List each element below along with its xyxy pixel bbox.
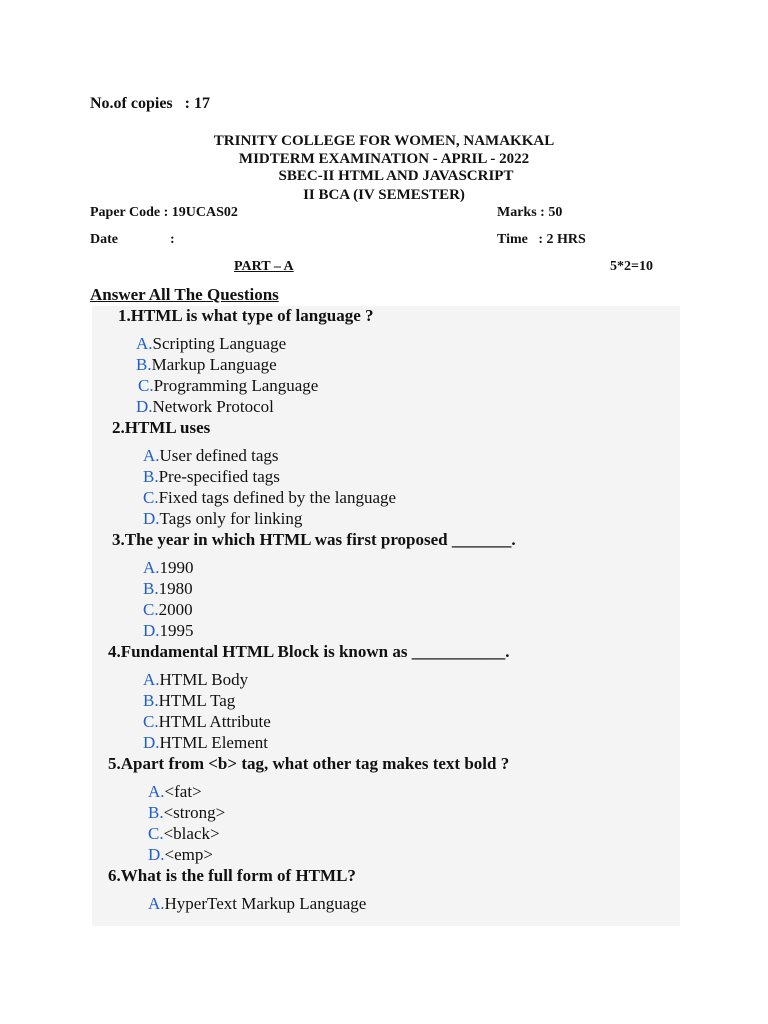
option-text: <emp> <box>164 845 213 864</box>
option-letter: D. <box>148 845 165 864</box>
q3-option-d <box>143 621 194 641</box>
q5-option-a <box>148 782 202 802</box>
option-text: Network Protocol <box>152 397 274 416</box>
q2-option-d <box>143 509 302 529</box>
q3-option-b <box>143 579 193 599</box>
option-text: User defined tags <box>159 446 279 465</box>
option-letter: B. <box>136 355 152 374</box>
option-text: HTML Tag <box>158 691 236 710</box>
q4-option-b <box>143 691 235 711</box>
copies-line <box>90 95 210 113</box>
question-2: 2.HTML uses <box>112 418 211 437</box>
question-3: 3.The year in which HTML was first proposed _______. <box>112 530 516 549</box>
question-4: 4.Fundamental HTML Block is known as ___________. <box>108 642 510 661</box>
q6-option-a <box>148 894 366 914</box>
option-letter: C. <box>143 488 159 507</box>
q2-option-a <box>143 446 279 466</box>
college-name: TRINITY COLLEGE FOR WOMEN, NAMAKKAL <box>213 133 555 149</box>
q2-option-c <box>143 488 396 508</box>
exam-title: MIDTERM EXAMINATION - APRIL - 2022 <box>238 151 530 167</box>
option-letter: A. <box>143 446 160 465</box>
option-letter: D. <box>143 509 160 528</box>
q2-option-b <box>143 467 280 487</box>
option-letter: C. <box>143 712 159 731</box>
option-letter: D. <box>143 733 160 752</box>
option-letter: D. <box>143 621 160 640</box>
q4-option-d <box>143 733 268 753</box>
option-letter: C. <box>138 376 154 395</box>
option-text: 2000 <box>158 600 193 619</box>
option-text: 1995 <box>159 621 194 640</box>
q1-option-d <box>136 397 274 417</box>
option-text: Scripting Language <box>152 334 287 353</box>
time: Time : 2 HRS <box>497 232 586 247</box>
q1-option-a <box>136 334 286 354</box>
option-text: Pre-specified tags <box>158 467 280 486</box>
option-text: Fixed tags defined by the language <box>158 488 397 507</box>
copies-label: No.of copies <box>90 95 173 112</box>
question-6: 6.What is the full form of HTML? <box>108 866 356 885</box>
date-separator: : <box>170 232 175 247</box>
copies-value: : 17 <box>184 95 210 112</box>
instructions: Answer All The Questions <box>90 285 279 304</box>
option-letter: A. <box>143 670 160 689</box>
q4-option-c <box>143 712 271 732</box>
option-text: Programming Language <box>153 376 319 395</box>
option-letter: C. <box>148 824 164 843</box>
part-marks: 5*2=10 <box>610 259 653 274</box>
option-text: HTML Element <box>159 733 268 752</box>
option-text: 1980 <box>158 579 193 598</box>
q5-option-d <box>148 845 213 865</box>
option-text: <strong> <box>163 803 226 822</box>
question-1: 1.HTML is what type of language ? <box>118 306 374 325</box>
option-letter: B. <box>143 467 159 486</box>
q3-option-a <box>143 558 194 578</box>
class-title: II BCA (IV SEMESTER) <box>303 187 465 203</box>
option-text: HTML Attribute <box>158 712 271 731</box>
option-letter: A. <box>143 558 160 577</box>
marks: Marks : 50 <box>497 205 563 220</box>
option-text: HTML Body <box>159 670 249 689</box>
option-letter: B. <box>143 579 159 598</box>
option-text: HyperText Markup Language <box>164 894 367 913</box>
option-text: <black> <box>163 824 220 843</box>
q3-option-c <box>143 600 193 620</box>
option-letter: C. <box>143 600 159 619</box>
q5-option-b <box>148 803 225 823</box>
subject-title: SBEC-II HTML AND JAVASCRIPT <box>278 168 514 184</box>
q1-option-b <box>136 355 277 375</box>
q1-option-c <box>138 376 318 396</box>
option-text: <fat> <box>164 782 202 801</box>
option-text: 1990 <box>159 558 194 577</box>
option-text: Tags only for linking <box>159 509 303 528</box>
q5-option-c <box>148 824 220 844</box>
option-letter: B. <box>148 803 164 822</box>
option-letter: A. <box>148 894 165 913</box>
option-text: Markup Language <box>151 355 277 374</box>
paper-code: Paper Code : 19UCAS02 <box>90 205 238 220</box>
option-letter: A. <box>148 782 165 801</box>
option-letter: B. <box>143 691 159 710</box>
q4-option-a <box>143 670 248 690</box>
option-letter: D. <box>136 397 153 416</box>
date-label: Date <box>90 232 118 247</box>
question-5: 5.Apart from <b> tag, what other tag makes text bold ? <box>108 754 510 773</box>
part-title: PART – A <box>234 259 294 274</box>
option-letter: A. <box>136 334 153 353</box>
